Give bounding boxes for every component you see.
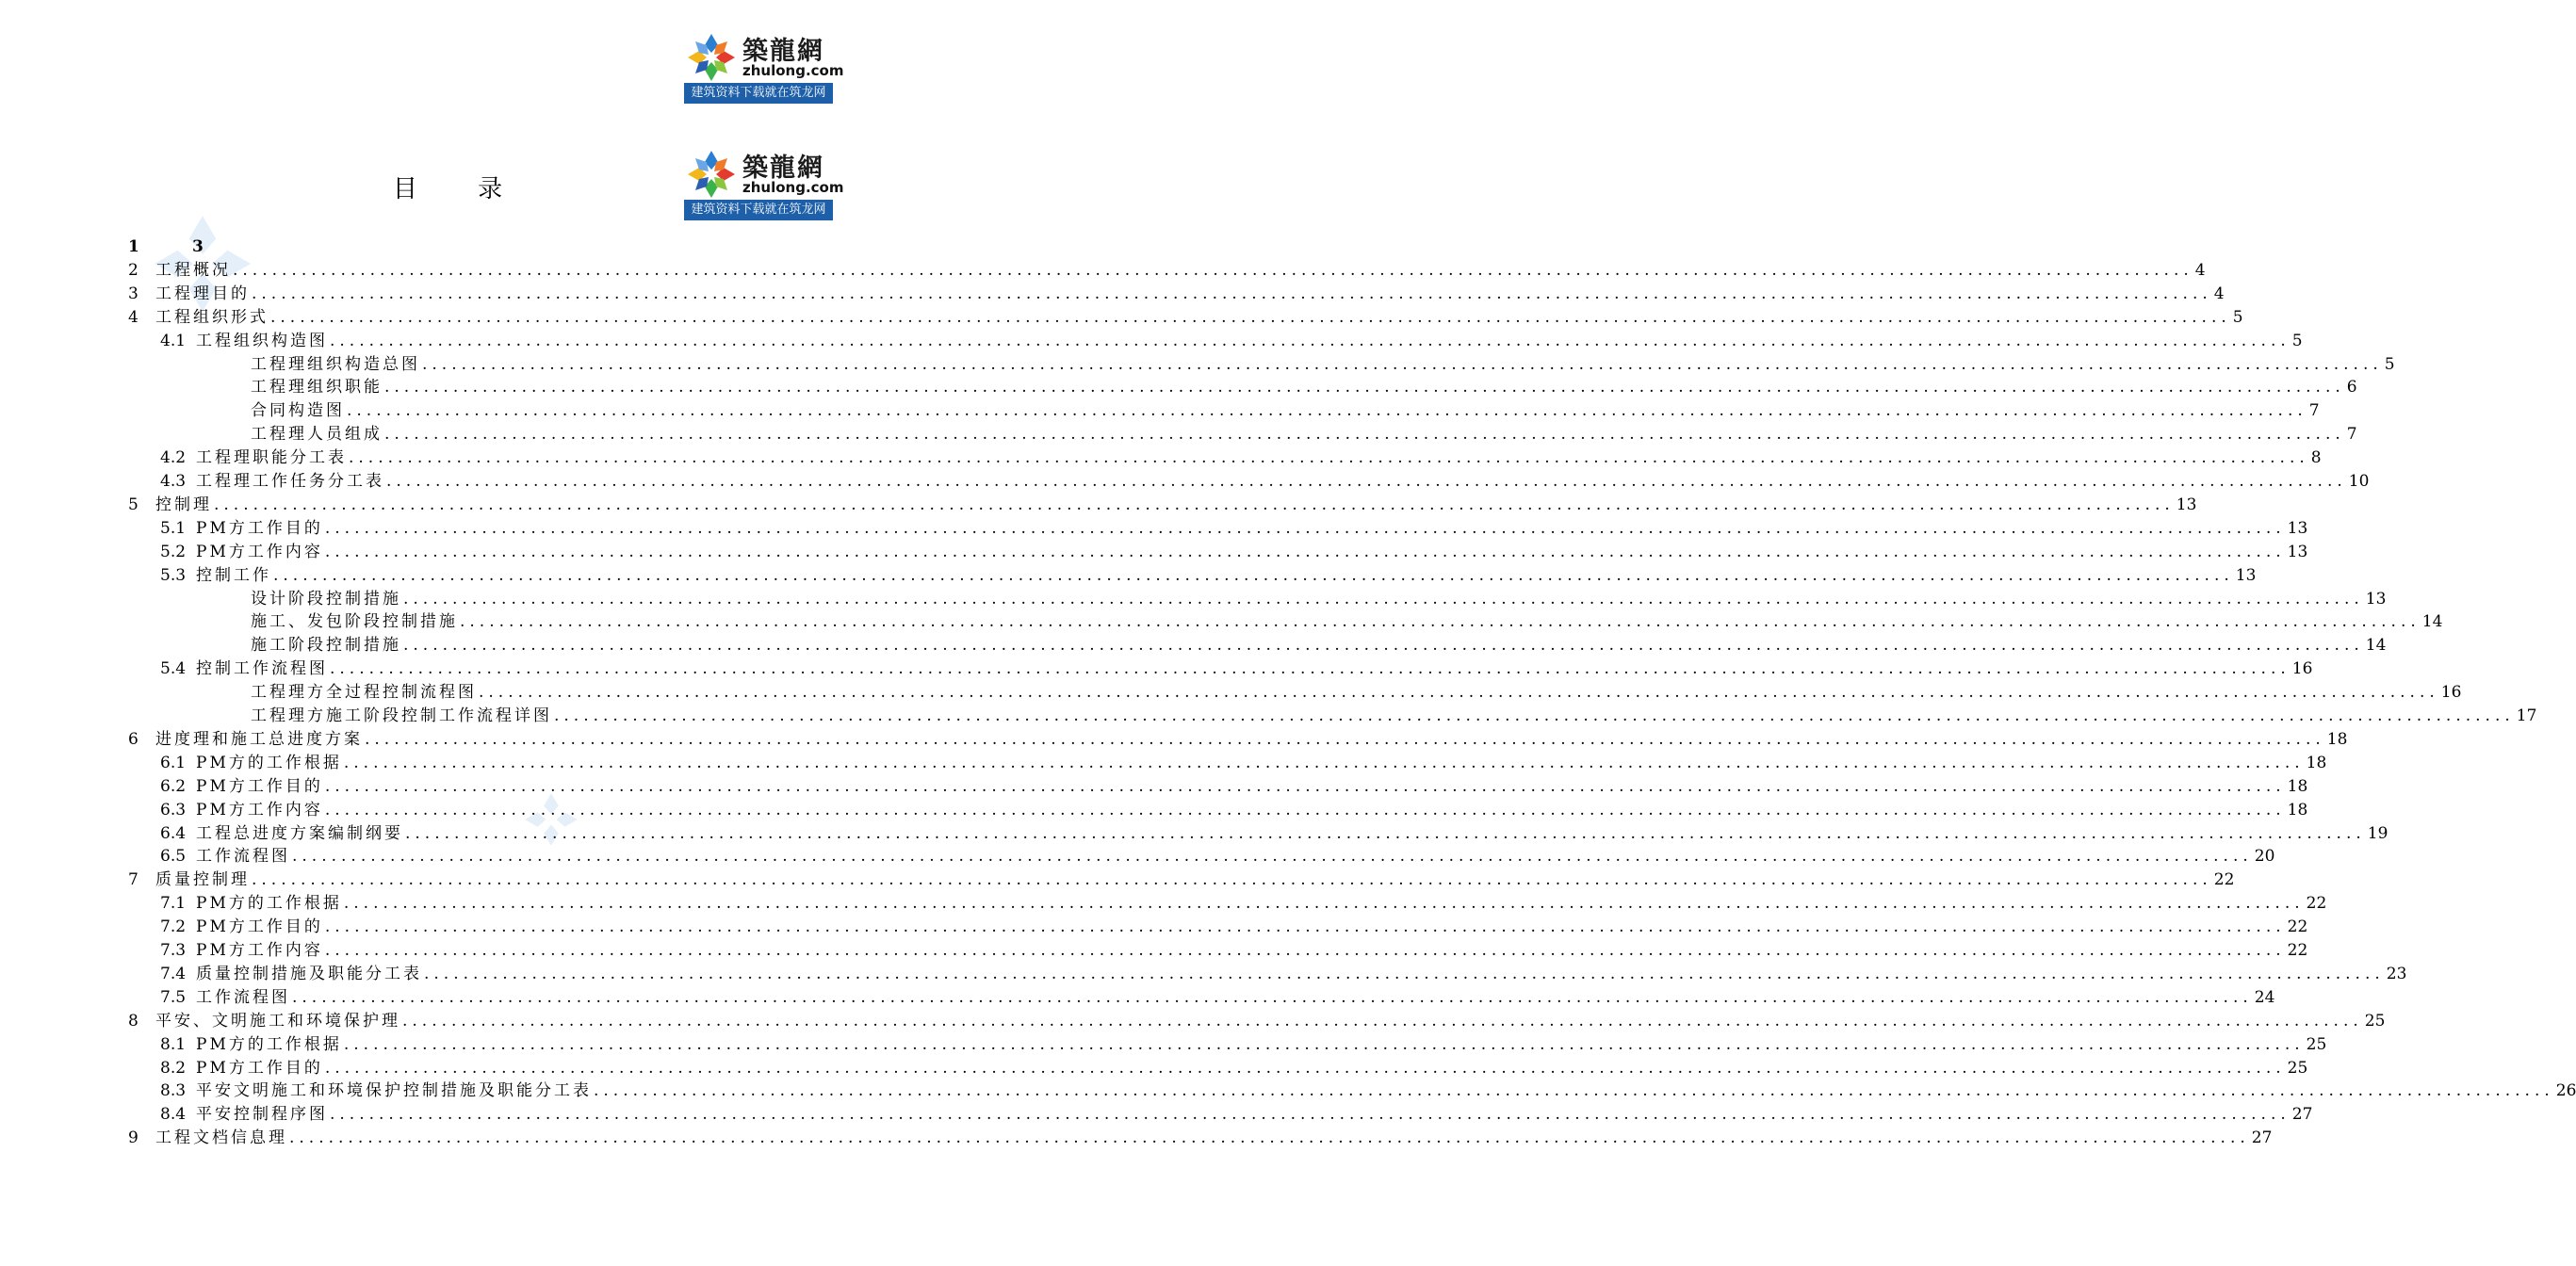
toc-leader-dots: ........................................................................................................................................................................................................ — [384, 378, 2345, 398]
toc-page-number: 22 — [2287, 917, 2308, 937]
toc-leader-dots: ........................................................................................................................................................................................................ — [422, 354, 2383, 374]
toc-row[interactable] — [0, 446, 2322, 469]
toc-number: 6.3 — [160, 800, 187, 820]
toc-page-number: 5 — [2232, 307, 2243, 327]
toc-page-number: 4 — [2194, 260, 2206, 280]
toc-entry — [251, 634, 2387, 657]
toc-page-number: 13 — [2176, 495, 2197, 514]
toc-number: 8.3 — [160, 1081, 187, 1101]
zhulong-logo-top — [684, 30, 844, 104]
toc-label: 施工、发包阶段控制措施 — [251, 612, 458, 632]
toc-label: 设计阶段控制措施 — [251, 589, 401, 609]
toc-entry — [196, 1103, 2313, 1126]
toc-entry — [196, 775, 2308, 798]
toc-number: 4 — [128, 307, 139, 327]
toc-page-number: 24 — [2254, 987, 2275, 1007]
toc-number: 5.2 — [160, 542, 187, 561]
toc-number: 7.5 — [160, 987, 187, 1007]
toc-page-number: 6 — [2346, 378, 2357, 398]
toc-row[interactable] — [0, 1010, 2386, 1032]
toc-label: PM方的工作根据 — [196, 894, 342, 914]
toc-number: 8 — [128, 1011, 139, 1031]
toc-number: 8.1 — [160, 1034, 187, 1054]
toc-number: 1 — [128, 237, 139, 256]
toc-label: 平安文明施工和环境保护控制措施及职能分工表 — [196, 1081, 592, 1101]
toc-label: 控制理 — [155, 495, 212, 514]
toc-label: 工作流程图 — [196, 987, 290, 1007]
toc-row[interactable] — [0, 634, 2387, 657]
toc-row[interactable] — [0, 399, 2320, 422]
toc-page-number: 18 — [2326, 729, 2348, 749]
toc-entry — [196, 822, 2389, 845]
toc-page-number: 25 — [2287, 1058, 2308, 1078]
toc-label: 工作流程图 — [196, 847, 290, 867]
toc-page-number: 13 — [2235, 565, 2257, 585]
toc-label: 质量控制理 — [155, 870, 250, 890]
toc-entry — [155, 868, 2235, 891]
toc-leader-dots: ........................................................................................................................................................................................................ — [324, 800, 2286, 820]
toc-page-number: 22 — [2213, 870, 2235, 890]
toc-number: 7.1 — [160, 894, 187, 914]
toc-leader-dots: ........................................................................................................................................................................................................ — [273, 565, 2234, 585]
toc-row[interactable] — [0, 752, 2327, 774]
toc-label: 进度理和施工总进度方案 — [155, 729, 363, 749]
logo-domain: zhulong.com — [742, 179, 844, 196]
toc-row[interactable] — [0, 610, 2443, 633]
toc-leader-dots: ........................................................................................................................................................................................................ — [343, 894, 2305, 914]
toc-leader-dots: ........................................................................................................................................................................................................ — [403, 589, 2364, 609]
toc-leader-dots: ........................................................................................................................................................................................................ — [365, 729, 2325, 749]
toc-entry — [155, 1010, 2386, 1032]
toc-leader-dots: ........................................................................................................................................................................................................ — [349, 448, 2309, 468]
toc-leader-dots: ........................................................................................................................................................................................................ — [324, 776, 2286, 796]
toc-row[interactable] — [0, 868, 2235, 891]
logo-chinese-name: 築龍網 — [742, 37, 824, 66]
toc-label: 工程理方全过程控制流程图 — [251, 683, 477, 703]
toc-entry — [251, 376, 2357, 398]
toc-entry — [155, 283, 2225, 305]
toc-label: 平安、文明施工和环境保护理 — [155, 1011, 400, 1031]
toc-page-number: 3 — [192, 237, 204, 256]
toc-number: 6.1 — [160, 753, 187, 772]
toc-row[interactable] — [0, 939, 2308, 962]
toc-entry — [196, 939, 2308, 962]
toc-page-number: 27 — [2251, 1128, 2273, 1148]
page-title: 目 录 — [392, 175, 530, 203]
toc-row[interactable] — [0, 775, 2308, 798]
toc-label: PM方工作内容 — [196, 800, 323, 820]
toc-label: 工程组织构造图 — [196, 331, 328, 350]
toc-label: PM方的工作根据 — [196, 1034, 342, 1054]
toc-page-number: 23 — [2386, 964, 2407, 983]
toc-row[interactable] — [0, 681, 2462, 704]
toc-label: 工程总进度方案编制纲要 — [196, 823, 403, 843]
toc-label: PM方工作目的 — [196, 776, 323, 796]
logo-domain: zhulong.com — [742, 62, 844, 79]
toc-page-number: 20 — [2254, 847, 2275, 867]
toc-number: 4.1 — [160, 331, 187, 350]
toc-number: 3 — [128, 284, 139, 303]
toc-leader-dots: ........................................................................................................................................................................................................ — [214, 495, 2175, 514]
toc-row[interactable] — [0, 470, 2370, 493]
toc-row[interactable] — [0, 705, 2537, 727]
toc-row[interactable] — [0, 892, 2327, 915]
toc-leader-dots: ........................................................................................................................................................................................................ — [330, 1105, 2291, 1125]
toc-entry — [155, 494, 2197, 516]
toc-row[interactable] — [0, 728, 2348, 751]
toc-number: 5 — [128, 495, 139, 514]
toc-number: 6.4 — [160, 823, 187, 843]
toc-leader-dots: ........................................................................................................................................................................................................ — [384, 425, 2345, 445]
toc-label: 工程文档信息理 — [155, 1128, 287, 1148]
toc-leader-dots: ........................................................................................................................................................................................................ — [324, 941, 2286, 960]
toc-row[interactable] — [0, 1079, 2576, 1102]
toc-entry — [196, 1033, 2327, 1056]
toc-leader-dots: ........................................................................................................................................................................................................ — [405, 823, 2366, 843]
toc-label: 工程理目的 — [155, 284, 250, 303]
toc-page-number: 7 — [2308, 401, 2320, 421]
toc-page-number: 5 — [2384, 354, 2395, 374]
toc-label: 工程理方施工阶段控制工作流程详图 — [251, 706, 552, 725]
toc-leader-dots: ........................................................................................................................................................................................................ — [324, 518, 2286, 538]
toc-entry — [251, 353, 2395, 376]
toc-page-number: 18 — [2287, 800, 2308, 820]
toc-number: 7.4 — [160, 964, 187, 983]
toc-label: 控制工作流程图 — [196, 659, 328, 679]
toc-label: 工程组织形式 — [155, 307, 269, 327]
toc-number: 7 — [128, 870, 139, 890]
toc-page-number: 18 — [2287, 776, 2308, 796]
toc-leader-dots: ........................................................................................................................................................................................................ — [233, 260, 2193, 280]
toc-label: PM方工作目的 — [196, 1058, 323, 1078]
toc-leader-dots: ........................................................................................................................................................................................................ — [386, 472, 2347, 491]
toc-number: 8.4 — [160, 1105, 187, 1125]
toc-leader-dots: ........................................................................................................................................................................................................ — [330, 659, 2291, 679]
toc-leader-dots: ........................................................................................................................................................................................................ — [343, 1034, 2305, 1054]
toc-row[interactable] — [0, 657, 2313, 680]
toc-leader-dots: ........................................................................................................................................................................................................ — [479, 683, 2439, 703]
toc-page-number: 25 — [2306, 1034, 2327, 1054]
toc-label: 工程概况 — [155, 260, 231, 280]
toc-number: 5.1 — [160, 518, 187, 538]
toc-label: 质量控制措施及职能分工表 — [196, 964, 422, 983]
toc-row[interactable] — [0, 541, 2308, 563]
toc-entry — [251, 399, 2320, 422]
toc-row[interactable] — [0, 353, 2395, 376]
toc-page-number: 27 — [2291, 1105, 2313, 1125]
toc-leader-dots: ........................................................................................................................................................................................................ — [324, 542, 2286, 561]
toc-row[interactable] — [0, 283, 2225, 305]
toc-entry — [196, 1079, 2576, 1102]
toc-leader-dots: ........................................................................................................................................................................................................ — [330, 331, 2291, 350]
toc-number: 6.5 — [160, 847, 187, 867]
toc-label: 工程理组织构造总图 — [251, 354, 420, 374]
toc-leader-dots: ........................................................................................................................................................................................................ — [292, 987, 2253, 1007]
toc-entry — [196, 1057, 2308, 1079]
toc-page-number: 14 — [2421, 612, 2443, 632]
toc-entry — [155, 306, 2243, 329]
toc-number: 9 — [128, 1128, 139, 1148]
toc-page-number: 10 — [2348, 472, 2370, 491]
toc-row[interactable] — [0, 330, 2303, 352]
toc-page-number: 8 — [2310, 448, 2322, 468]
toc-row[interactable] — [0, 588, 2387, 610]
toc-leader-dots: ........................................................................................................................................................................................................ — [289, 1128, 2250, 1148]
toc-row[interactable] — [0, 1103, 2313, 1126]
toc-leader-dots: ........................................................................................................................................................................................................ — [594, 1081, 2554, 1101]
toc-leader-dots: ........................................................................................................................................................................................................ — [403, 636, 2364, 656]
toc-row[interactable] — [0, 235, 895, 258]
toc-label: PM方工作目的 — [196, 518, 323, 538]
flower-logo-icon — [686, 32, 737, 83]
toc-entry — [251, 423, 2357, 446]
toc-number: 6 — [128, 729, 139, 749]
toc-row[interactable] — [0, 799, 2308, 821]
toc-leader-dots: ........................................................................................................................................................................................................ — [347, 401, 2307, 421]
toc-entry — [196, 752, 2327, 774]
toc-page-number: 7 — [2346, 425, 2357, 445]
toc-leader-dots: ........................................................................................................................................................................................................ — [292, 847, 2253, 867]
toc-entry — [196, 657, 2313, 680]
toc-entry — [251, 705, 2537, 727]
toc-row[interactable] — [0, 963, 2407, 985]
toc-leader-dots: ........................................................................................................................................................................................................ — [270, 307, 2231, 327]
toc-leader-dots: ........................................................................................................................................................................................................ — [252, 870, 2212, 890]
toc-entry — [155, 728, 2348, 751]
toc-number: 7.2 — [160, 917, 187, 937]
toc-row[interactable] — [0, 376, 2357, 398]
toc-label: 施工阶段控制措施 — [251, 636, 401, 656]
toc-page-number: 4 — [2213, 284, 2225, 303]
toc-row[interactable] — [0, 1033, 2327, 1056]
toc-entry — [196, 470, 2370, 493]
toc-page-number: 22 — [2287, 941, 2308, 960]
toc-number: 6.2 — [160, 776, 187, 796]
toc-entry — [196, 986, 2275, 1009]
toc-entry — [196, 564, 2257, 587]
toc-row[interactable] — [0, 822, 2389, 845]
toc-entry — [196, 517, 2308, 540]
toc-label: 工程理工作任务分工表 — [196, 472, 384, 491]
toc-label: 平安控制程序图 — [196, 1105, 328, 1125]
toc-row[interactable] — [0, 517, 2308, 540]
toc-label: 工程理职能分工表 — [196, 448, 347, 468]
toc-row[interactable] — [0, 564, 2257, 587]
toc-page-number: 13 — [2365, 589, 2387, 609]
toc-row[interactable] — [0, 845, 2275, 868]
toc-row[interactable] — [0, 1127, 2273, 1149]
toc-leader-dots: ........................................................................................................................................................................................................ — [460, 612, 2421, 632]
toc-entry — [251, 588, 2387, 610]
toc-label: PM方工作内容 — [196, 941, 323, 960]
toc-page-number: 17 — [2516, 706, 2537, 725]
toc-number: 2 — [128, 260, 139, 280]
toc-entry — [196, 892, 2327, 915]
toc-entry — [155, 1127, 2273, 1149]
toc-entry — [196, 446, 2322, 469]
toc-page-number: 18 — [2306, 753, 2327, 772]
toc-page-number: 13 — [2287, 518, 2308, 538]
toc-leader-dots: ........................................................................................................................................................................................................ — [554, 706, 2515, 725]
toc-entry — [196, 845, 2275, 868]
toc-entry — [251, 610, 2443, 633]
toc-row[interactable] — [0, 986, 2275, 1009]
toc-label: PM方工作内容 — [196, 542, 323, 561]
toc-page-number: 16 — [2291, 659, 2313, 679]
toc-label: 工程理组织职能 — [251, 378, 383, 398]
logo-chinese-name: 築龍網 — [742, 154, 824, 183]
toc-number: 8.2 — [160, 1058, 187, 1078]
toc-row[interactable] — [0, 494, 2197, 516]
toc-leader-dots: ........................................................................................................................................................................................................ — [343, 753, 2305, 772]
toc-entry — [196, 799, 2308, 821]
toc-leader-dots: ........................................................................................................................................................................................................ — [324, 1058, 2286, 1078]
toc-page-number: 14 — [2365, 636, 2387, 656]
toc-entry — [196, 541, 2308, 563]
toc-number: 4.3 — [160, 472, 187, 491]
toc-label: PM方工作目的 — [196, 917, 323, 937]
toc-leader-dots: ........................................................................................................................................................................................................ — [424, 964, 2385, 983]
logo-tagline: 建筑资料下载就在筑龙网 — [684, 200, 833, 220]
toc-entry — [251, 681, 2462, 704]
toc-page-number: 19 — [2367, 823, 2389, 843]
toc-page-number: 22 — [2306, 894, 2327, 914]
toc-leader-dots: ........................................................................................................................................................................................................ — [324, 917, 2286, 937]
toc-number: 4.2 — [160, 448, 187, 468]
toc-entry — [196, 963, 2407, 985]
toc-page-number: 16 — [2440, 683, 2462, 703]
toc-row[interactable] — [0, 306, 2243, 329]
toc-leader-dots: ........................................................................................................................................................................................................ — [402, 1011, 2363, 1031]
toc-row[interactable] — [0, 423, 2357, 446]
toc-page-number: 13 — [2287, 542, 2308, 561]
toc-page-number: 25 — [2364, 1011, 2386, 1031]
toc-row[interactable] — [0, 259, 2206, 282]
toc-leader-dots: ........................................................................................................................................................................................................ — [252, 284, 2212, 303]
toc-number: 5.3 — [160, 565, 187, 585]
toc-label: 工程理人员组成 — [251, 425, 383, 445]
toc-entry — [155, 259, 2206, 282]
toc-row[interactable] — [0, 1057, 2308, 1079]
toc-page-number: 26 — [2555, 1081, 2576, 1101]
toc-entry — [192, 235, 767, 258]
logo-tagline: 建筑资料下载就在筑龙网 — [684, 83, 833, 104]
toc-label: 控制工作 — [196, 565, 271, 585]
toc-row[interactable] — [0, 916, 2308, 938]
toc-entry — [196, 330, 2303, 352]
toc-page-number: 5 — [2291, 331, 2303, 350]
toc-number: 7.3 — [160, 941, 187, 960]
toc-label: 合同构造图 — [251, 401, 345, 421]
toc-label: PM方的工作根据 — [196, 753, 342, 772]
toc-number: 5.4 — [160, 659, 187, 679]
toc-entry — [196, 916, 2308, 938]
